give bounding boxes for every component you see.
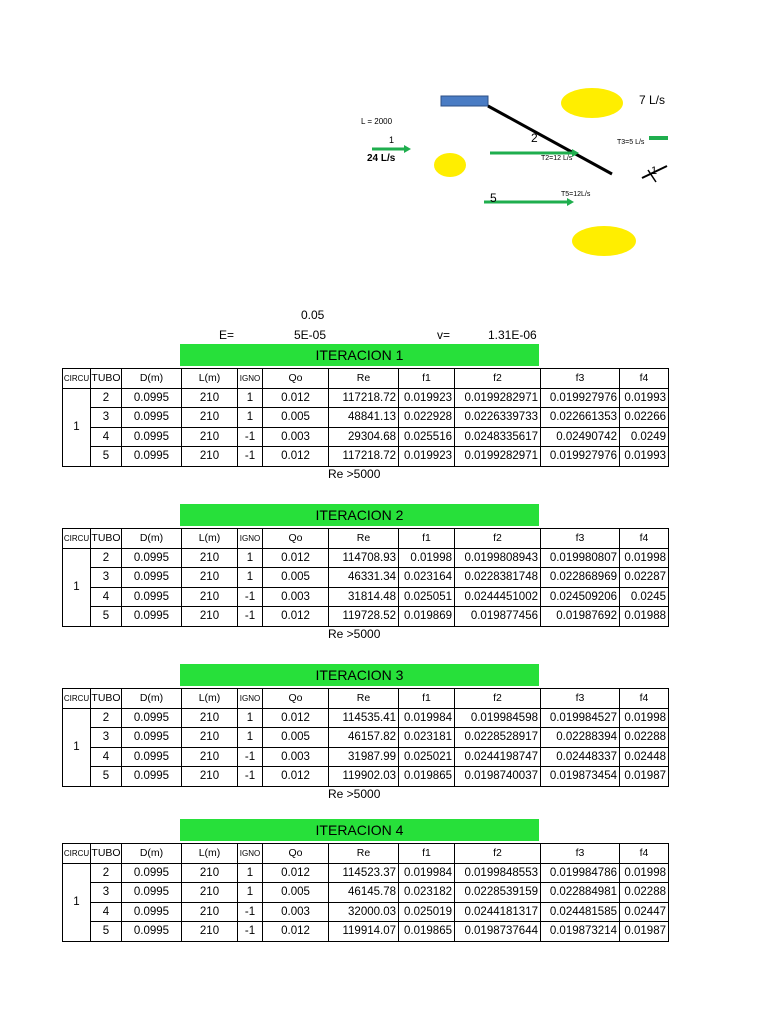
header-signo: IGNO	[238, 369, 263, 389]
circuit-cell: 1	[63, 388, 91, 466]
cell-f1: 0.019923	[399, 447, 455, 467]
cell-diametro: 0.0995	[122, 902, 182, 922]
cell-longitud: 210	[182, 708, 238, 728]
cell-signo: -1	[238, 587, 263, 607]
cell-longitud: 210	[182, 587, 238, 607]
iteration-table	[62, 688, 669, 787]
cell-signo: -1	[238, 447, 263, 467]
cell-tubo: 3	[91, 728, 122, 748]
cell-tubo: 3	[91, 568, 122, 588]
header-circuito: CIRCU	[63, 844, 91, 864]
cell-f4: 0.02447	[620, 902, 669, 922]
cell-tubo: 5	[91, 767, 122, 787]
cell-tubo: 4	[91, 427, 122, 447]
header-signo: IGNO	[238, 529, 263, 549]
table-row	[63, 728, 669, 748]
table-row	[63, 883, 669, 903]
cell-longitud: 210	[182, 922, 238, 942]
cell-qo: 0.005	[263, 728, 329, 748]
circuit-cell: 1	[63, 863, 91, 941]
table-row	[63, 408, 669, 428]
header-circuito: CIRCU	[63, 369, 91, 389]
header-f4: f4	[620, 689, 669, 709]
pipe2-flow: T2=12 L/s	[541, 155, 573, 162]
cell-f2: 0.0228528917	[455, 728, 541, 748]
cell-diametro: 0.0995	[122, 388, 182, 408]
cell-signo: -1	[238, 922, 263, 942]
cell-longitud: 210	[182, 747, 238, 767]
iteration-table	[62, 843, 669, 942]
table-header-row	[63, 369, 669, 389]
header-longitud: L(m)	[182, 369, 238, 389]
header-diametro: D(m)	[122, 844, 182, 864]
cell-f1: 0.023164	[399, 568, 455, 588]
header-signo: IGNO	[238, 689, 263, 709]
cell-f4: 0.02288	[620, 883, 669, 903]
cell-qo: 0.012	[263, 388, 329, 408]
cell-f1: 0.019984	[399, 863, 455, 883]
cell-re: 31987.99	[329, 747, 399, 767]
cell-f1: 0.025021	[399, 747, 455, 767]
cell-tubo: 2	[91, 548, 122, 568]
cell-f3: 0.022884981	[541, 883, 620, 903]
cell-tubo: 3	[91, 883, 122, 903]
cell-diametro: 0.0995	[122, 728, 182, 748]
iteration-title: ITERACION 4	[180, 819, 539, 841]
cell-re: 114708.93	[329, 548, 399, 568]
cell-signo: 1	[238, 728, 263, 748]
cell-f3: 0.02490742	[541, 427, 620, 447]
cell-f4: 0.01988	[620, 607, 669, 627]
cell-longitud: 210	[182, 568, 238, 588]
cell-longitud: 210	[182, 902, 238, 922]
cell-qo: 0.005	[263, 883, 329, 903]
cell-diametro: 0.0995	[122, 708, 182, 728]
cell-f3: 0.019984527	[541, 708, 620, 728]
cell-tubo: 2	[91, 388, 122, 408]
cell-f1: 0.019869	[399, 607, 455, 627]
table-row	[63, 607, 669, 627]
cell-f1: 0.025051	[399, 587, 455, 607]
cell-re: 31814.48	[329, 587, 399, 607]
cell-signo: 1	[238, 408, 263, 428]
table-row	[63, 587, 669, 607]
cell-f4: 0.01998	[620, 548, 669, 568]
header-f2: f2	[455, 369, 541, 389]
header-f4: f4	[620, 529, 669, 549]
header-qo: Qo	[263, 689, 329, 709]
cell-qo: 0.012	[263, 708, 329, 728]
pipe1-arrowhead	[404, 145, 411, 153]
header-diametro: D(m)	[122, 529, 182, 549]
table-row	[63, 568, 669, 588]
cell-signo: 1	[238, 863, 263, 883]
cell-qo: 0.003	[263, 587, 329, 607]
pipe5-flow: T5=12L/s	[561, 191, 591, 198]
table-header-row	[63, 844, 669, 864]
cell-f2: 0.0198740037	[455, 767, 541, 787]
cell-diametro: 0.0995	[122, 587, 182, 607]
cell-signo: -1	[238, 902, 263, 922]
cell-signo: 1	[238, 883, 263, 903]
re-condition-note: Re >5000	[328, 787, 381, 801]
node-bottom	[572, 226, 636, 256]
cell-qo: 0.012	[263, 767, 329, 787]
header-f3: f3	[541, 689, 620, 709]
header-f4: f4	[620, 369, 669, 389]
cell-longitud: 210	[182, 548, 238, 568]
cell-qo: 0.012	[263, 548, 329, 568]
cell-f2: 0.019877456	[455, 607, 541, 627]
table-row	[63, 548, 669, 568]
header-f1: f1	[399, 844, 455, 864]
cell-qo: 0.012	[263, 922, 329, 942]
iteration-table	[62, 368, 669, 467]
pipe1-number: 1	[389, 135, 395, 145]
cell-longitud: 210	[182, 408, 238, 428]
cell-tubo: 5	[91, 607, 122, 627]
header-re: Re	[329, 369, 399, 389]
cell-longitud: 210	[182, 728, 238, 748]
node-top-right	[561, 88, 623, 118]
cell-re: 117218.72	[329, 388, 399, 408]
header-f2: f2	[455, 529, 541, 549]
roughness-value: 5E-05	[294, 328, 327, 342]
cell-qo: 0.012	[263, 447, 329, 467]
header-f3: f3	[541, 369, 620, 389]
cell-f4: 0.02266	[620, 408, 669, 428]
header-re: Re	[329, 844, 399, 864]
cell-f4: 0.0245	[620, 587, 669, 607]
header-tubo: TUBO	[91, 529, 122, 549]
cell-diametro: 0.0995	[122, 548, 182, 568]
cell-f2: 0.0248335617	[455, 427, 541, 447]
table-row	[63, 747, 669, 767]
cell-f1: 0.01998	[399, 548, 455, 568]
cell-re: 119728.52	[329, 607, 399, 627]
header-longitud: L(m)	[182, 529, 238, 549]
cell-f2: 0.0199282971	[455, 447, 541, 467]
cell-f3: 0.024481585	[541, 902, 620, 922]
table-row	[63, 447, 669, 467]
header-f3: f3	[541, 844, 620, 864]
header-qo: Qo	[263, 529, 329, 549]
circuit-cell: 1	[63, 548, 91, 626]
iteration-title: ITERACION 2	[180, 504, 539, 526]
re-condition-note: Re >5000	[328, 627, 381, 641]
header-tubo: TUBO	[91, 369, 122, 389]
header-longitud: L(m)	[182, 844, 238, 864]
cell-f4: 0.01987	[620, 767, 669, 787]
cell-f2: 0.0228381748	[455, 568, 541, 588]
cell-diametro: 0.0995	[122, 767, 182, 787]
cell-f4: 0.0249	[620, 427, 669, 447]
cell-diametro: 0.0995	[122, 747, 182, 767]
cell-longitud: 210	[182, 427, 238, 447]
cell-longitud: 210	[182, 388, 238, 408]
cell-f2: 0.0244451002	[455, 587, 541, 607]
pipe5-arrowhead	[567, 198, 574, 206]
reservoir-tank	[441, 96, 488, 106]
cell-f3: 0.019927976	[541, 388, 620, 408]
header-signo: IGNO	[238, 844, 263, 864]
re-condition-note: Re >5000	[328, 467, 381, 481]
cell-f2: 0.0199282971	[455, 388, 541, 408]
circuit-cell: 1	[63, 708, 91, 786]
iteration-table	[62, 528, 669, 627]
header-f1: f1	[399, 689, 455, 709]
cell-f2: 0.0228539159	[455, 883, 541, 903]
header-re: Re	[329, 529, 399, 549]
cell-f4: 0.02287	[620, 568, 669, 588]
header-f1: f1	[399, 369, 455, 389]
cell-f3: 0.02288394	[541, 728, 620, 748]
table-row	[63, 708, 669, 728]
header-f2: f2	[455, 844, 541, 864]
node-small	[434, 153, 466, 177]
table-row	[63, 863, 669, 883]
cell-signo: 1	[238, 708, 263, 728]
viscosity-label: v=	[437, 328, 451, 342]
cell-signo: 1	[238, 388, 263, 408]
pipe5-number: 5	[490, 191, 497, 205]
cell-f2: 0.0244181317	[455, 902, 541, 922]
cell-tubo: 5	[91, 922, 122, 942]
cell-signo: 1	[238, 568, 263, 588]
cell-f4: 0.01998	[620, 708, 669, 728]
cell-signo: 1	[238, 548, 263, 568]
cell-f1: 0.025516	[399, 427, 455, 447]
header-qo: Qo	[263, 369, 329, 389]
cell-tubo: 4	[91, 747, 122, 767]
cell-f3: 0.019984786	[541, 863, 620, 883]
cell-signo: -1	[238, 607, 263, 627]
cell-f4: 0.02288	[620, 728, 669, 748]
cell-re: 114523.37	[329, 863, 399, 883]
header-diametro: D(m)	[122, 369, 182, 389]
cell-diametro: 0.0995	[122, 607, 182, 627]
table-row	[63, 388, 669, 408]
cell-re: 46331.34	[329, 568, 399, 588]
cell-f1: 0.023182	[399, 883, 455, 903]
cell-f3: 0.02448337	[541, 747, 620, 767]
cell-diametro: 0.0995	[122, 883, 182, 903]
cell-f4: 0.01993	[620, 447, 669, 467]
cell-f4: 0.01993	[620, 388, 669, 408]
header-diametro: D(m)	[122, 689, 182, 709]
pipe-network-diagram	[0, 0, 768, 300]
pipe1-flow: 24 L/s	[367, 153, 396, 164]
cell-diametro: 0.0995	[122, 863, 182, 883]
cell-longitud: 210	[182, 607, 238, 627]
cell-longitud: 210	[182, 883, 238, 903]
pipe2-number: 2	[531, 131, 538, 145]
table-row	[63, 427, 669, 447]
cell-tubo: 3	[91, 408, 122, 428]
cell-f2: 0.0244198747	[455, 747, 541, 767]
cell-f4: 0.02448	[620, 747, 669, 767]
cell-longitud: 210	[182, 863, 238, 883]
iteration-title: ITERACION 1	[180, 344, 539, 366]
cell-f3: 0.019873214	[541, 922, 620, 942]
cell-f3: 0.019873454	[541, 767, 620, 787]
cell-re: 119902.03	[329, 767, 399, 787]
cell-re: 32000.03	[329, 902, 399, 922]
header-f1: f1	[399, 529, 455, 549]
header-circuito: CIRCU	[63, 689, 91, 709]
node-label: 1	[651, 165, 658, 177]
cell-diametro: 0.0995	[122, 447, 182, 467]
cell-signo: -1	[238, 747, 263, 767]
table-row	[63, 922, 669, 942]
cell-f1: 0.019984	[399, 708, 455, 728]
cell-f3: 0.019980807	[541, 548, 620, 568]
table-header-row	[63, 529, 669, 549]
cell-f3: 0.01987692	[541, 607, 620, 627]
cell-longitud: 210	[182, 447, 238, 467]
cell-f2: 0.019984598	[455, 708, 541, 728]
cell-f2: 0.0198737644	[455, 922, 541, 942]
cell-f3: 0.019927976	[541, 447, 620, 467]
table-row	[63, 767, 669, 787]
iteration-title: ITERACION 3	[180, 664, 539, 686]
cell-f1: 0.025019	[399, 902, 455, 922]
cell-qo: 0.003	[263, 902, 329, 922]
cell-qo: 0.005	[263, 568, 329, 588]
cell-f3: 0.022661353	[541, 408, 620, 428]
table-header-row	[63, 689, 669, 709]
cell-re: 46157.82	[329, 728, 399, 748]
cell-diametro: 0.0995	[122, 408, 182, 428]
header-re: Re	[329, 689, 399, 709]
cell-re: 46145.78	[329, 883, 399, 903]
top-value: 0.05	[301, 308, 325, 322]
cell-qo: 0.003	[263, 427, 329, 447]
header-f2: f2	[455, 689, 541, 709]
cell-signo: -1	[238, 427, 263, 447]
table-row	[63, 902, 669, 922]
cell-f1: 0.019865	[399, 922, 455, 942]
cell-qo: 0.012	[263, 607, 329, 627]
pipe3-flow: T3=5 L/s	[617, 139, 645, 146]
cell-diametro: 0.0995	[122, 568, 182, 588]
header-tubo: TUBO	[91, 689, 122, 709]
cell-signo: -1	[238, 767, 263, 787]
cell-f2: 0.0199808943	[455, 548, 541, 568]
cell-tubo: 2	[91, 863, 122, 883]
length-label: L = 2000	[361, 117, 393, 126]
viscosity-value: 1.31E-06	[488, 328, 537, 342]
cell-re: 114535.41	[329, 708, 399, 728]
cell-f3: 0.024509206	[541, 587, 620, 607]
cell-re: 48841.13	[329, 408, 399, 428]
cell-re: 117218.72	[329, 447, 399, 467]
header-longitud: L(m)	[182, 689, 238, 709]
outflow-label: 7 L/s	[639, 93, 666, 107]
header-qo: Qo	[263, 844, 329, 864]
cell-re: 29304.68	[329, 427, 399, 447]
header-tubo: TUBO	[91, 844, 122, 864]
cell-f1: 0.019923	[399, 388, 455, 408]
cell-diametro: 0.0995	[122, 427, 182, 447]
cell-qo: 0.012	[263, 863, 329, 883]
cell-f3: 0.022868969	[541, 568, 620, 588]
header-circuito: CIRCU	[63, 529, 91, 549]
cell-diametro: 0.0995	[122, 922, 182, 942]
cell-tubo: 5	[91, 447, 122, 467]
cell-tubo: 2	[91, 708, 122, 728]
cell-f1: 0.019865	[399, 767, 455, 787]
cell-f2: 0.0199848553	[455, 863, 541, 883]
cell-re: 119914.07	[329, 922, 399, 942]
cell-f4: 0.01998	[620, 863, 669, 883]
cell-longitud: 210	[182, 767, 238, 787]
cell-f2: 0.0226339733	[455, 408, 541, 428]
header-f3: f3	[541, 529, 620, 549]
header-f4: f4	[620, 844, 669, 864]
cell-qo: 0.005	[263, 408, 329, 428]
cell-qo: 0.003	[263, 747, 329, 767]
cell-tubo: 4	[91, 902, 122, 922]
roughness-label: E=	[219, 328, 235, 342]
cell-f1: 0.023181	[399, 728, 455, 748]
cell-tubo: 4	[91, 587, 122, 607]
cell-f4: 0.01987	[620, 922, 669, 942]
cell-f1: 0.022928	[399, 408, 455, 428]
